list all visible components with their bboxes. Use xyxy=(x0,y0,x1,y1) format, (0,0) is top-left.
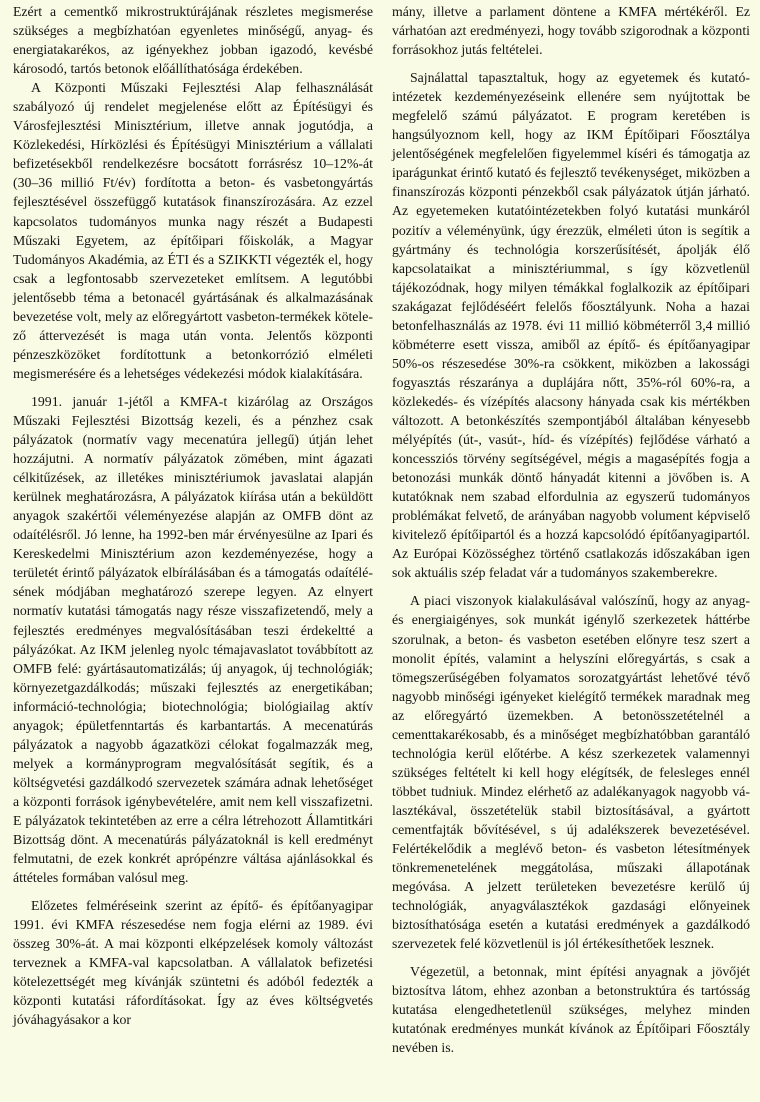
paragraph-omfb-tenders: 1991. január 1-jétől a KMFA-t kizárólag az Országos Műszaki Fejlesztési Bizottság kezeli, és a pénzhez csak pályázatok (normatív vagy mecenatúra jellegű) útján lehet hozzájutni. A normatív pályázatok zömében, mint ágazati célkitűzések, az illetékes minisztériumok javaslatai alapján kerülnek meghatározásra, A pályázatok kiírása után a beküldött anyagok szakértői véleményezése alapján az OMFB dönt az odaítélésről. Jó lenne, ha 1992-ben már érvényesülne az Ipari és Kereskedelmi Minisztérium azon kezdeményezése, hogy a területét érintő pályázatok elbírálásában és a támogatás odaítélésének módjában meghatározó szerepe legyen. Az elnyert normatív kutatási támogatás nagy része visszafizetendő, mely a fejlesztés eredményes megvalósításában teszi érdekeltté a pályázókat. Az IKM jelenleg nyolc témajavaslatot továbbított az OMFB felé: gyártásautomatizálás; új anyagok, új technológiák; környezetgazdálkodás; műszaki fejlesztés az energetikában; információ-technológia; biotechnológia; biológiailag aktív anyagok; épületfenntartás és karbantartás. A mecenatúrás pályázatok a nagyobb ágazatközi célokat fogalmazzák meg, melyek a kormányprogram megvalósítását segítik, és a költségvetési gazdálkodó szervezetek számára adnak lehetőséget a központi források igénybevételére, amit nem kell visszafizetni. E pályázatok tekintetében az erre a célra létrehozott Államtitkári Bizottság dönt. A mecenatúrás pályázatoknál is kell eredményt felmutatni, de ezek konkrét aprópénzre váltása ajánlásokkal és áttételes formában valósul meg. xyxy=(13,393,373,886)
paragraph-kmfa-funding: A Központi Műszaki Fejlesztési Alap felhasználását szabályozó új rendelet megjelenése előtt az Építésügyi és Városfejlesztési Minisztérium, illetve annak jogutódja, a Közlekedési, Hírközlési és Építésügyi Minisztérium a vállalati befizetésekből rendelkezésre bocsátott forrásrész 10–12%-át (30–36 millió Ft/év) fordította a beton- és vasbetongyártás fejlesztésével összefüggő kutatások finanszírozására. Az ezzel kapcsolatos tudományos munka nagy részét a Budapesti Műszaki Egyetem, az építőipari főiskolák, a Magyar Tudományos Akadémia, az ÉTI és a SZIKKTI végezték el, hogy csak a legfontosabb szervezeteket említsem. A legutóbbi jelentősebb téma a betonacél gyártásának és alkalmazásának bevezetése volt, mely az előregyártott vasbeton-termékek kötelező áttervezését is maga után vonta. Jelentős központi pénzeszközöket fordítottunk a betonkorrózió elméleti megismerésére és a lehetséges védekezési módok kialakítására. xyxy=(13,80,373,381)
paragraph-market-conditions: A piaci viszonyok kialakulásával valószínű, hogy az anyag- és energiaigényes, sok munkát igénylő szerkezetek háttérbe szorulnak, a beton- és vasbeton esetében előnyre tesz szert a monolit építés, valamint a helyszíni előregyártás, s csak a tömegszerűségében folyamatos sorozatgyártást lehetővé tévő nagyobb minőségi igényeket kielégítő termékek maradnak meg az előregyártó üzemekben. A betonösszetételnél a cementtakarékosabb, és a minőséget megbízhatóbban garantáló technológia kerül előtérbe. A kész szerkezetek valamennyi szükséges feltételt ki kell hogy elégítsék, de felesleges ennél többet tudniuk. Mindez elérhető az adalékanyagok nagyobb választékával, összetételük stabil biztosításával, a gyártott cementfajták bővítésével, s új adalékszerek bevezetésével. Felértékelődik a meglévő beton- és vasbeton létesítmények tönkremenetelének meggátolása, műszaki állapotának megóvása. A jelzett területeken bevezetésre kerülő új technológiák, anyagválasztékok gazdasági előnyeinek biztosíthatósága esetén a kutatási eredmények a gazdálkodó szervezetek felé közvetlenül is jól értékesíthetőek lesznek. xyxy=(392,593,750,952)
paragraph-preliminary-surveys: Előzetes felméréseink szerint az építő- és építőanyagipar 1991. évi KMFA részesedése nem fogja elérni az 1989. évi összeg 30%-át. A mai központi elképzelések komoly változást terveznek a KMFA-val kapcsolatban. A vállalatok befizetési kötelezettségét meg kívánják szüntetni és adóból fedezték a központi kutatási ráfordításokat. Így az éves költségvetés jóváhagyásakor a kor xyxy=(13,898,373,1028)
paragraph-cement-microstructure: Ezért a cementkő mikrostruktúrájának részletes megismerése szükséges a megbízhatóan egyenletes minőségű, anyag- és energiatakarékos, az igényekhez jobban igazodó, kevésbé károsodó, tartós betonok előállíthatósága érdekében. xyxy=(13,4,373,77)
paragraph-conclusion: Végezetül, a betonnak, mint építési anyagnak a jövőjét biztosítva látom, ehhez azonban a betonstruktúra és tartósság kutatása elengedhetetlenül szükséges, melyhez minden kutatónak eredményes munkát kívánok az Építőipari Főosztály nevében is. xyxy=(392,964,750,1056)
right-column xyxy=(392,2,750,1058)
paragraph-parliament-decision: mány, illetve a parlament döntene a KMFA mértékéről. Ez várhatóan azt eredményezi, hogy tovább szigorodnak a központi forrásokhoz jutás feltételei. xyxy=(392,4,750,58)
paragraph-universities-research: Sajnálattal tapasztaltuk, hogy az egyetemek és kutatóintézetek kezdeményezéseink ellenére sem nyújtottak be megfelelő számú pályázatot. E program keretében is hangsúlyoznom kell, hogy az IKM Építőipari Főosztálya jelentőségének megfelelően figyelemmel kíséri és támogatja az iparágunkat érintő kutató és fejlesztő tevékenységet, miközben a finanszírozás központi pénzekből csak pályázatok útján járható. Az egyetemeken kutatóintézetekben folyó kutatási munkáról pozitív a véleményünk, úgy érezzük, elméleti úton is segítik a gyártmány és technológia korszerűsítését, ápolják élő kapcsolataikat a minisztériummal, s így közvetlenül tájékozódnak, hogy milyen témákkal foglalkozik az építőipari szakágazat fejlődéséért felelős főosztályunk. Noha a hazai betonfelhasználás az 1978. évi 11 millió köbméterről 3,4 millió köbméterre esett vissza, amiből az építő- és építőanyagipar 50%-os részesedése 30%-ra csökkent, miközben a lakossági fogyasztás részaránya a duplájára nőtt, 35%-ról 60%-ra, a közlekedés- és vízépítés alacsony hányada csak kis mértékben változott. A betonkészítés szempontjából általában kényesebb mélyépítés (út-, vasút-, híd- és vízépítés) fejlődése várható a koncessziós törvény segítségével, mégis a magasépítés fogja a betonozási munkák döntő hányadát kitenni a jövőben is. A kutatóknak nem szabad elfordulnia az egyszerű tudományos problémákat felvető, de arányában nagyobb volument képviselő kivitelező építőipartól és a hozzá kapcsolódó építőanyagipartól. Az Európai Közösséghez történő csatlakozás időszakában igen sok aktuális szép feladat vár a tudományos szakemberekre. xyxy=(392,70,750,581)
left-column xyxy=(13,2,373,1029)
